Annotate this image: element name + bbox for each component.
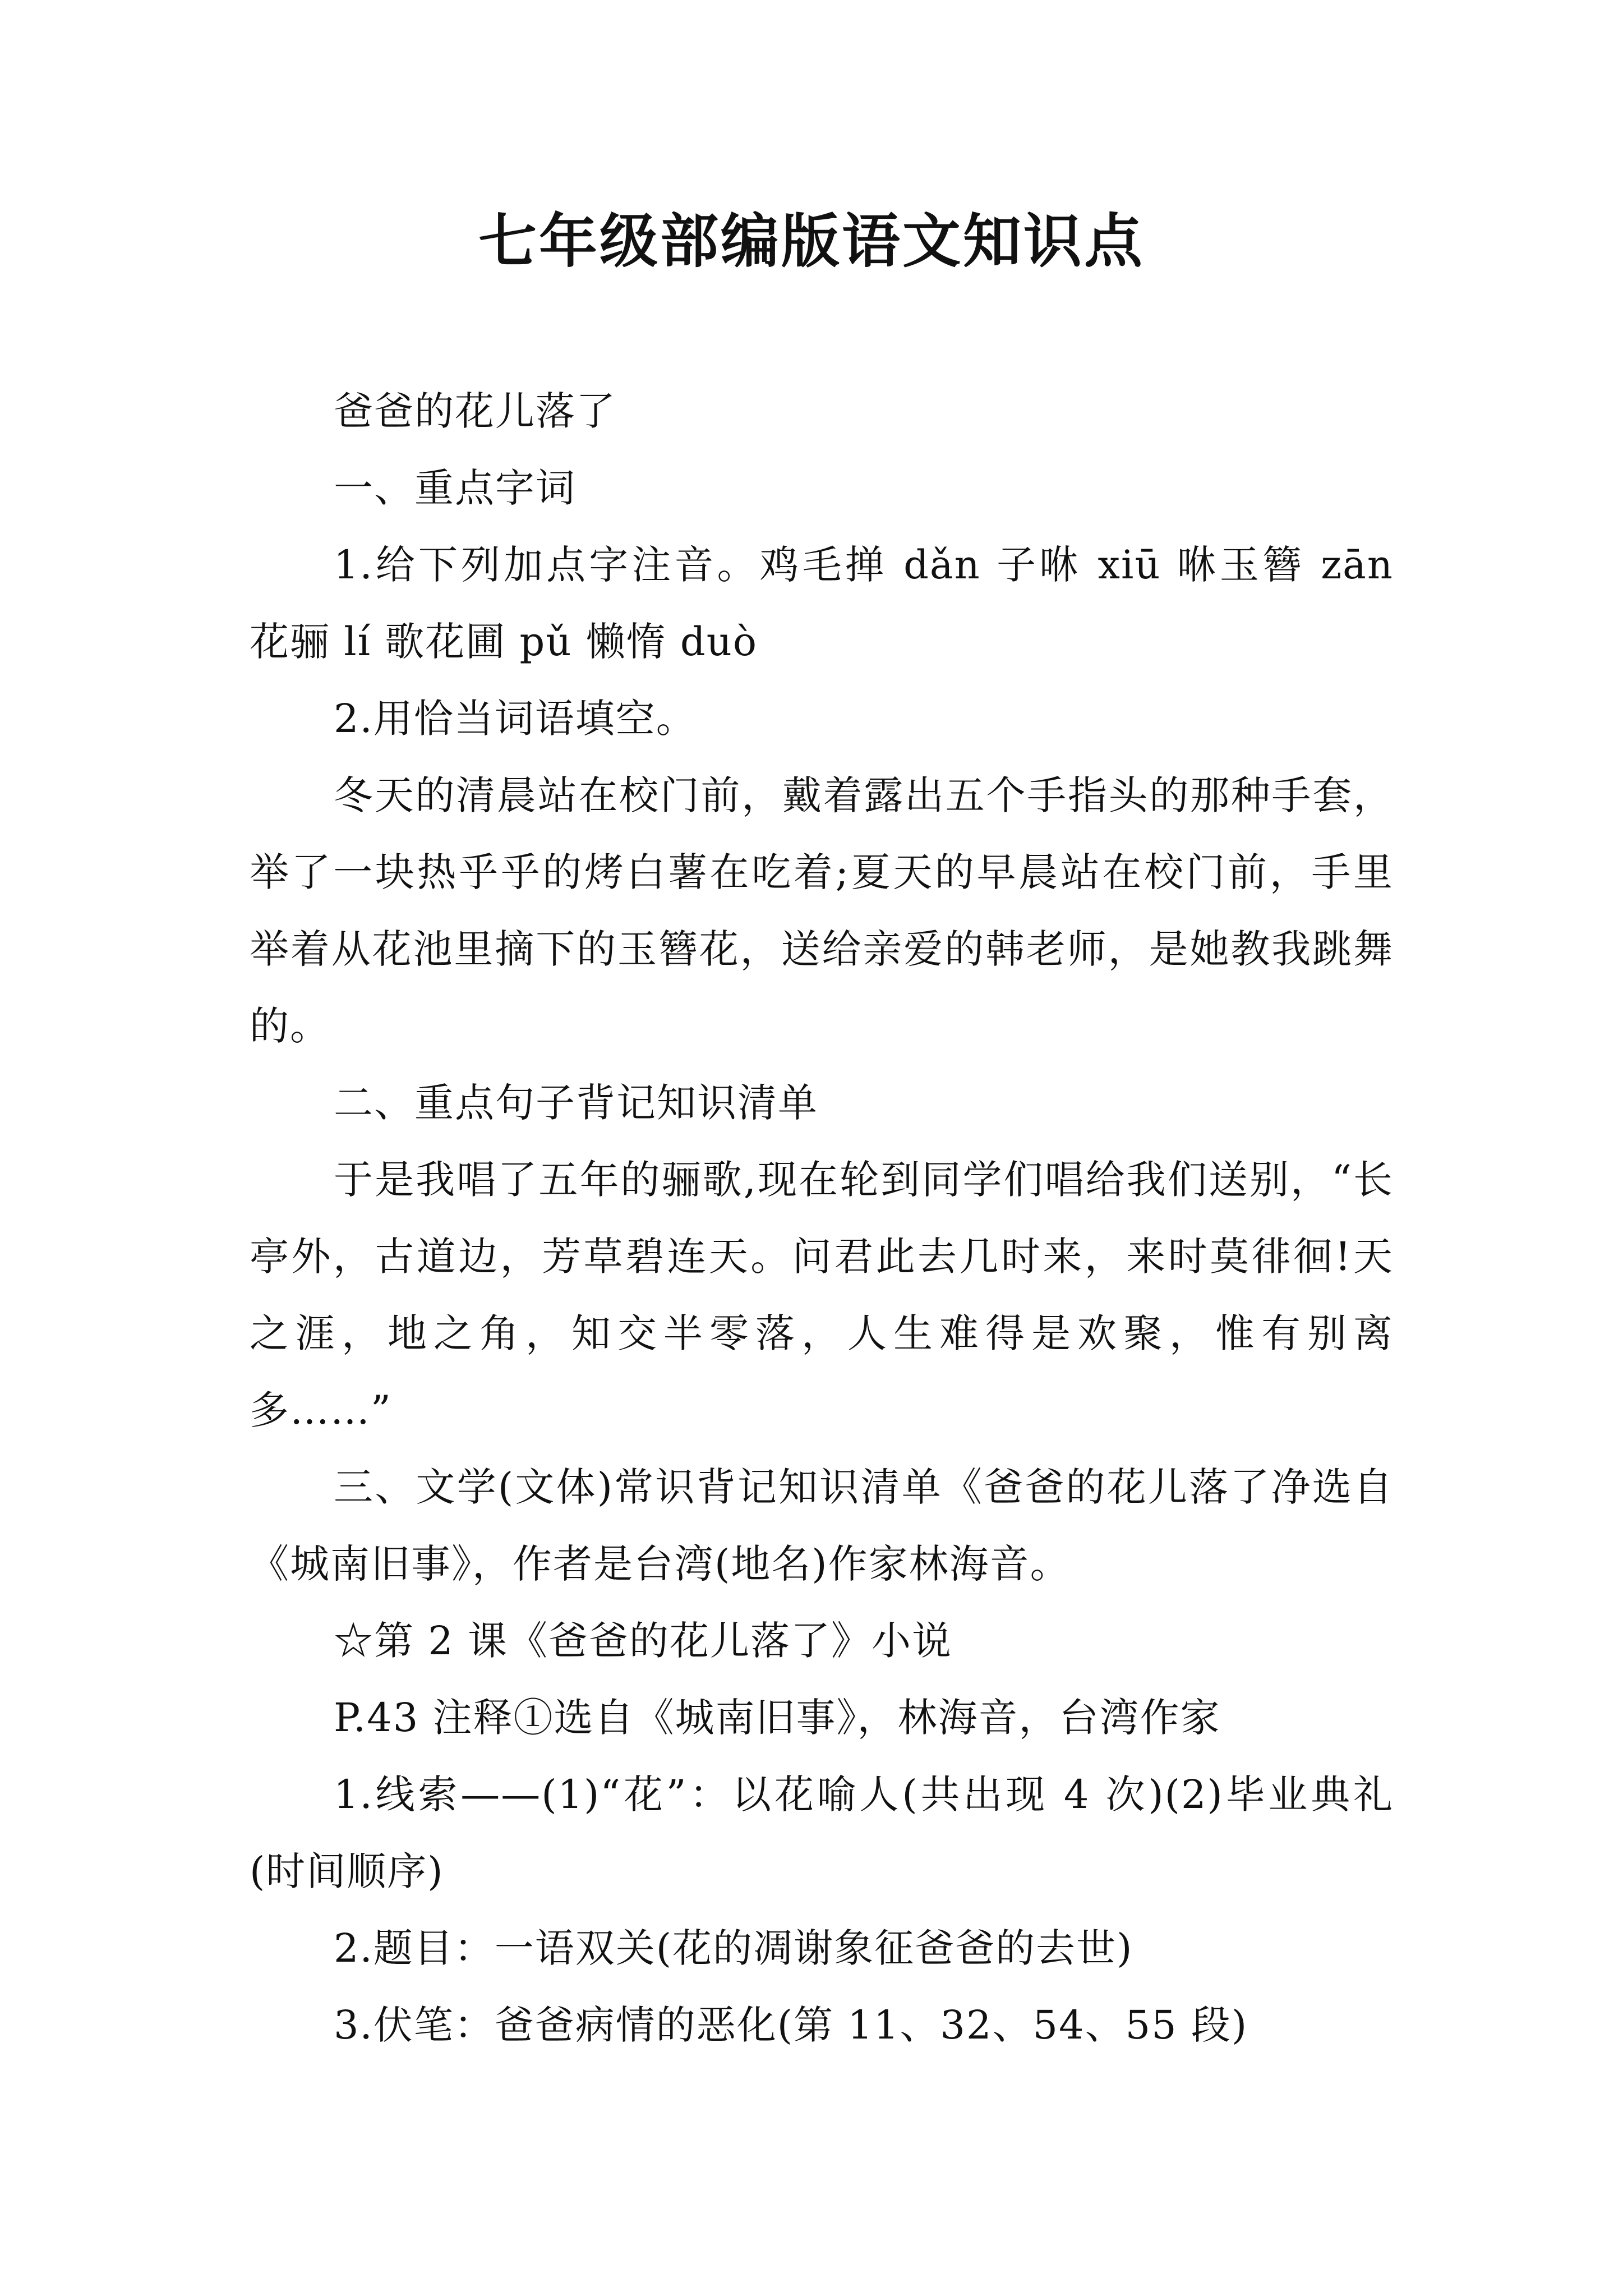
title-point: 2.题目：一语双关(花的凋谢象征爸爸的去世) — [334, 1925, 1133, 1971]
section-heading-key-words: 一、重点字词 — [334, 465, 576, 511]
lesson-2-heading: ☆第 2 课《爸爸的花儿落了》小说 — [334, 1618, 953, 1664]
pinyin-exercise: 1.给下列加点字注音。鸡毛掸 dǎn 子咻 xiū 咻玉簪 zān 花骊 lí 歌花圃 pǔ 懒惰 duò — [250, 542, 1394, 665]
clue-point: 1.线索——(1)“花”：以花喻人(共出现 4 次)(2)毕业典礼(时间顺序) — [250, 1772, 1394, 1894]
document-title: 七年级部编版语文知识点 — [478, 206, 1145, 275]
annotation-note: P.43 注释①选自《城南旧事》，林海音，台湾作家 — [334, 1695, 1221, 1741]
literature-knowledge: 三、文学(文体)常识背记知识清单《爸爸的花儿落了净选自《城南旧事》，作者是台湾(地名)作家林海音。 — [250, 1464, 1394, 1587]
foreshadowing-point: 3.伏笔：爸爸病情的恶化(第 11、32、54、55 段) — [334, 2002, 1248, 2048]
fill-blank-passage: 冬天的清晨站在校门前，戴着露出五个手指头的那种手套，举了一块热乎乎的烤白薯在吃着;夏天的早晨站在校门前，手里举着从花池里摘下的玉簪花，送给亲爱的韩老师，是她教我跳舞的。 — [250, 772, 1394, 1049]
key-sentence-passage: 于是我唱了五年的骊歌,现在轮到同学们唱给我们送别，“长亭外，古道边，芳草碧连天。问君此去几时来，来时莫徘徊!天之涯，地之角，知交半零落，人生难得是欢聚，惟有别离多……” — [250, 1157, 1394, 1433]
lesson-heading: 爸爸的花儿落了 — [334, 388, 616, 434]
section-heading-key-sentences: 二、重点句子背记知识清单 — [334, 1080, 818, 1126]
fill-blank-heading: 2.用恰当词语填空。 — [334, 696, 697, 742]
document-body — [250, 373, 1394, 2064]
